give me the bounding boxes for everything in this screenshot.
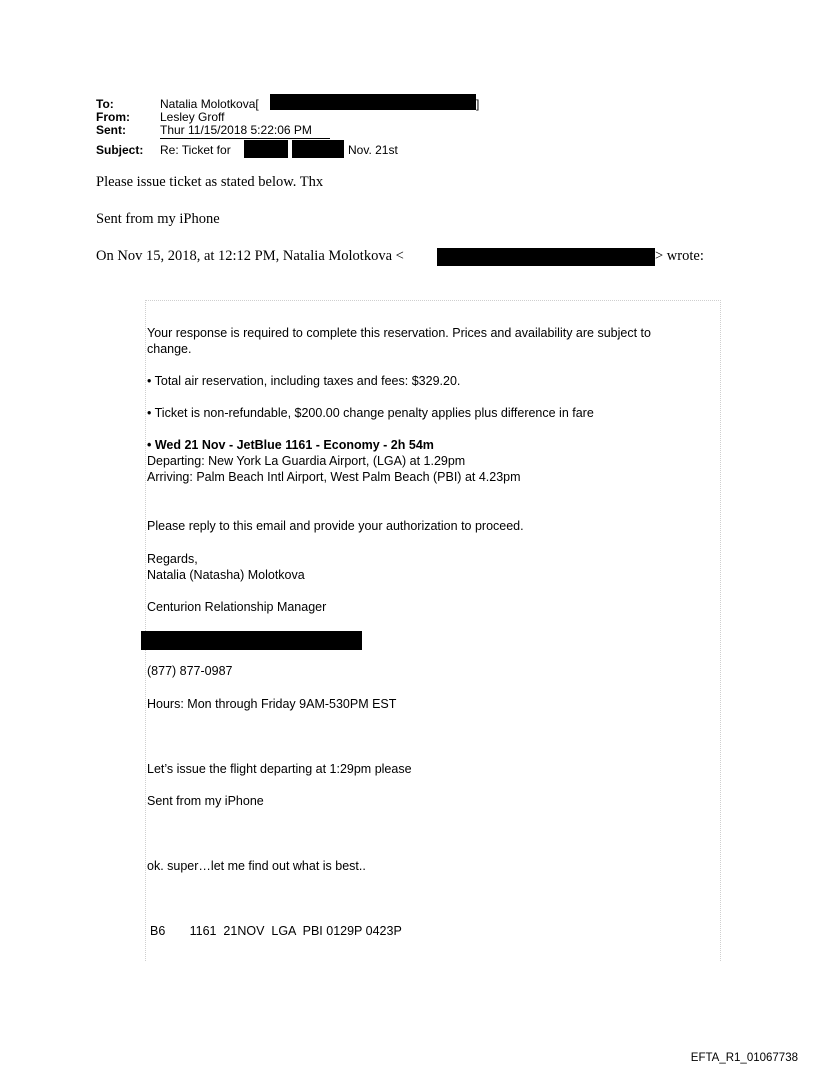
sent-value: Thur 11/15/2018 5:22:06 PM [160, 123, 312, 137]
quoted-bullet-ticket: • Ticket is non-refundable, $200.00 change penalty applies plus difference in fare [147, 406, 594, 420]
redaction-signature-block [141, 631, 362, 650]
quoted-intro-line2: change. [147, 342, 192, 356]
quoted-signature-name: Natalia (Natasha) Molotkova [147, 568, 305, 582]
from-value: Lesley Groff [160, 110, 225, 124]
sent-underline [160, 138, 330, 139]
quoted-sent-from: Sent from my iPhone [147, 794, 264, 808]
quoted-flight-code: B6 1161 21NOV LGA PBI 0129P 0423P [150, 924, 402, 938]
quoted-reply-request: Please reply to this email and provide your authorization to proceed. [147, 519, 524, 533]
to-close-bracket: ] [476, 97, 480, 111]
quoted-arriving: Arriving: Palm Beach Intl Airport, West Palm Beach (PBI) at 4.23pm [147, 470, 521, 484]
from-label: From: [96, 110, 130, 124]
quoted-signature-title: Centurion Relationship Manager [147, 600, 327, 614]
quoted-phone: (877) 877-0987 [147, 664, 233, 678]
to-value: Natalia Molotkova[ [160, 97, 259, 111]
quoted-regards: Regards, [147, 552, 198, 566]
quote-intro-start: On Nov 15, 2018, at 12:12 PM, Natalia Molotkova < [96, 248, 404, 264]
redaction-subject-1 [244, 140, 288, 158]
redaction-quote-email [437, 248, 655, 266]
quoted-departing: Departing: New York La Guardia Airport, (LGA) at 1.29pm [147, 454, 466, 468]
reply-line-sent-from: Sent from my iPhone [96, 211, 220, 227]
reply-line-issue: Please issue ticket as stated below. Thx [96, 174, 324, 190]
subject-value: Re: Ticket for [160, 143, 231, 157]
quoted-hours: Hours: Mon through Friday 9AM-530PM EST [147, 697, 397, 711]
redaction-to-email [270, 94, 476, 110]
quoted-flight-heading: • Wed 21 Nov - JetBlue 1161 - Economy - 2h 54m [147, 438, 434, 452]
subject-tail: Nov. 21st [348, 143, 398, 157]
quoted-intro-line1: Your response is required to complete this reservation. Prices and availability are subject to [147, 326, 651, 340]
quoted-bullet-total: • Total air reservation, including taxes and fees: $329.20. [147, 374, 461, 388]
document-id: EFTA_R1_01067738 [690, 1052, 798, 1064]
quoted-ok-super: ok. super…let me find out what is best.. [147, 859, 366, 873]
quote-intro-end: > wrote: [655, 248, 704, 264]
to-label: To: [96, 97, 114, 111]
redaction-subject-2 [292, 140, 344, 158]
sent-label: Sent: [96, 123, 126, 137]
quoted-message [145, 300, 721, 961]
quoted-lets-issue: Let’s issue the flight departing at 1:29pm please [147, 762, 412, 776]
subject-label: Subject: [96, 143, 144, 157]
